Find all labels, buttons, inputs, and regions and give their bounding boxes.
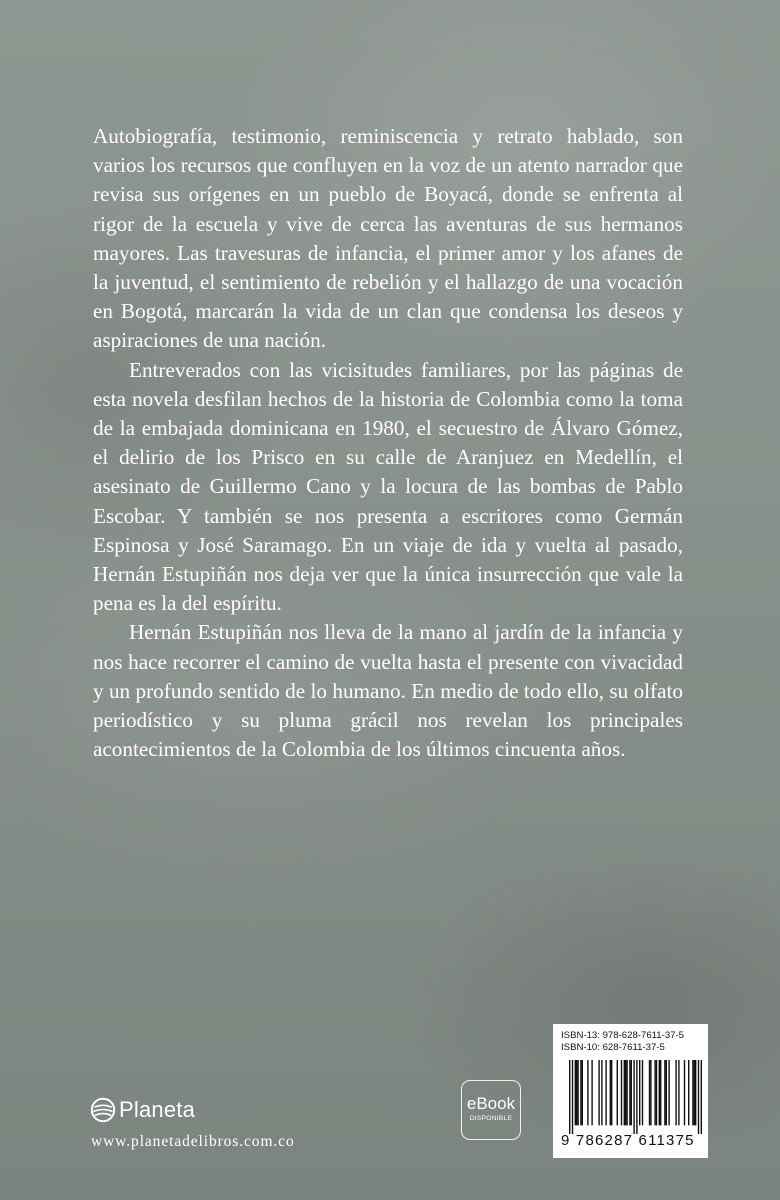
barcode-bar	[692, 1060, 693, 1125]
barcode-bar	[695, 1060, 696, 1125]
barcode-bar	[629, 1060, 630, 1125]
barcode-bar	[611, 1060, 612, 1125]
barcode-bar	[633, 1060, 634, 1134]
barcode-bar	[572, 1060, 573, 1134]
barcode-bar	[617, 1060, 618, 1125]
barcode-bar	[701, 1060, 702, 1134]
barcode-bar	[582, 1060, 583, 1125]
barcode-bar	[668, 1060, 669, 1125]
isbn-13: ISBN-13: 978-628-7611-37-5	[561, 1030, 685, 1041]
barcode-bar	[591, 1060, 592, 1125]
barcode-bar	[660, 1060, 661, 1125]
barcode-bar	[642, 1060, 643, 1125]
ebook-badge	[461, 1080, 521, 1140]
isbn-barcode-box	[553, 1024, 708, 1158]
isbn-10: ISBN-10: 628-7611-37-5	[561, 1042, 665, 1053]
barcode-bar	[666, 1060, 667, 1125]
ebook-sublabel: DISPONIBLE	[469, 1115, 513, 1122]
blurb-paragraph-1: Autobiografía, testimonio, reminiscencia y retrato hablado, son varios los recursos que confluyen en la voz de un atento narrador que revisa sus orígenes en un pueblo de Boyacá, donde se enfrenta al rigor de la escuela y vive de cerca las aventuras de sus hermanos mayores. Las travesuras de infancia, el primer amor y los afanes de la juventud, el sentimiento de rebelión y el hallazgo de una vocación en Bogotá, marcarán la vida de un clan que condensa los deseos y aspiraciones de una nación.	[93, 124, 683, 353]
barcode-bar	[576, 1060, 577, 1125]
barcode-bar	[624, 1060, 625, 1125]
blurb-paragraph-3: Hernán Estupiñán nos lleva de la mano al jardín de la infancia y nos hace recorrer el camino de vuelta hasta el presente con vivacidad y un profundo sentido de lo humano. En medio de todo ello, su olfato periodístico y su pluma grácil nos revelan los principales acontecimientos de la Colombia de los últimos cincuenta años.	[93, 620, 683, 762]
barcode-area	[561, 1060, 700, 1152]
barcode-bar	[625, 1060, 626, 1125]
barcode-bar	[631, 1060, 632, 1125]
barcode-bar	[694, 1060, 695, 1125]
barcode-bar	[569, 1060, 570, 1134]
blurb-paragraph-2: Entreverados con las vicisitudes familiares, por las páginas de esta novela desfilan hechos de la historia de Colombia como la toma de la embajada dominicana en 1980, el secuestro de Álvaro Gómez, el delirio de los Prisco en su calle de Aranjuez en Medellín, el asesinato de Guillermo Cano y la locura de las bombas de Pablo Escobar. Y también se nos presenta a escritores como Germán Espinosa y José Saramago. En un viaje de ida y vuelta al pasado, Hernán Estupiñán nos deja ver que la única insurrección que vale la pena es la del espíritu.	[93, 357, 683, 616]
publisher-website: www.planetadelibros.com.co	[91, 1133, 295, 1150]
barcode-bar	[639, 1060, 640, 1125]
back-cover-blurb	[93, 122, 683, 764]
barcode-bar	[656, 1060, 657, 1125]
publisher-logo	[90, 1097, 195, 1123]
barcode	[569, 1060, 702, 1134]
barcode-bar	[698, 1060, 699, 1134]
barcode-bar	[587, 1060, 588, 1125]
barcode-bar	[654, 1060, 655, 1125]
barcode-bar	[580, 1060, 581, 1125]
barcode-bar	[610, 1060, 611, 1125]
barcode-bar	[664, 1060, 665, 1125]
barcode-bar	[649, 1060, 650, 1125]
barcode-bar	[688, 1060, 689, 1125]
barcode-bar	[678, 1060, 679, 1125]
planeta-globe-icon	[90, 1097, 116, 1123]
barcode-bar	[626, 1060, 627, 1125]
barcode-bar	[605, 1060, 606, 1125]
barcode-digits: 9 786287 611375	[561, 1132, 695, 1149]
barcode-bar	[636, 1060, 637, 1134]
barcode-bar	[675, 1060, 676, 1125]
barcode-bar	[621, 1060, 622, 1125]
barcode-bar	[684, 1060, 685, 1125]
barcode-bar	[575, 1060, 576, 1125]
barcode-bar	[577, 1060, 578, 1125]
ebook-label: eBook	[466, 1094, 516, 1113]
barcode-bar	[650, 1060, 651, 1125]
barcode-bar	[601, 1060, 602, 1125]
barcode-bar	[598, 1060, 599, 1125]
publisher-name: Planeta	[119, 1097, 196, 1122]
barcode-bar	[659, 1060, 660, 1125]
